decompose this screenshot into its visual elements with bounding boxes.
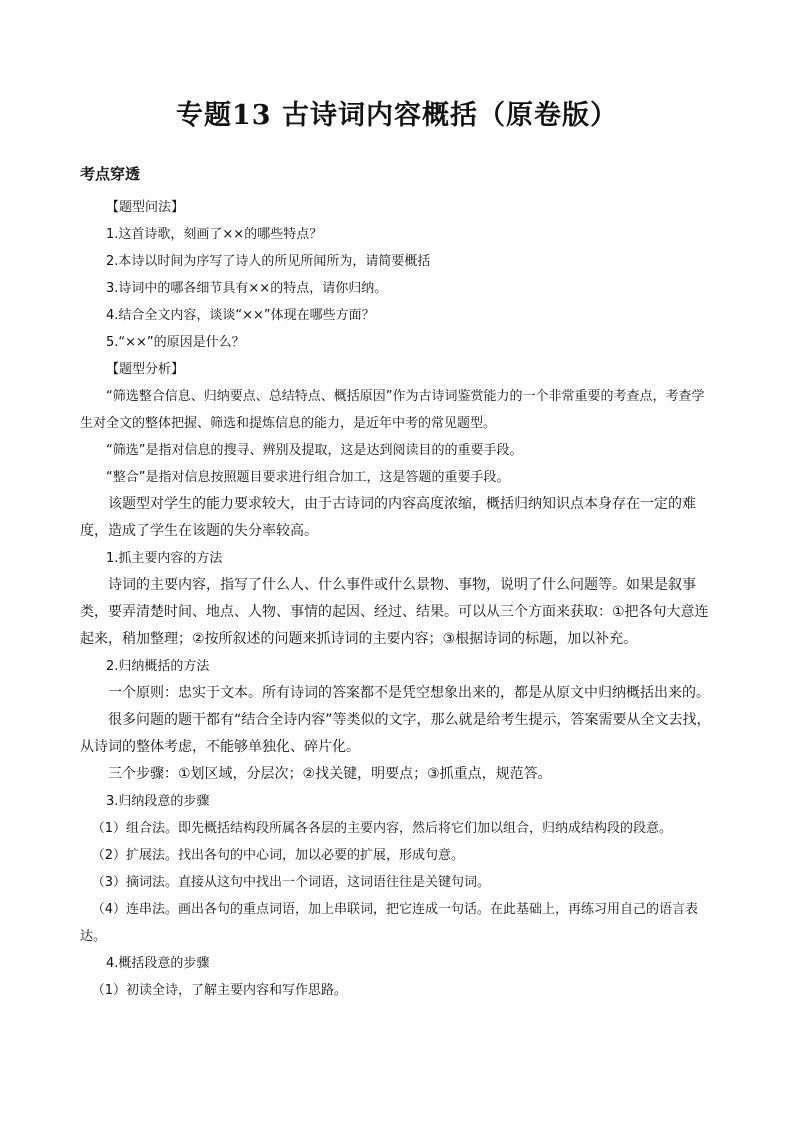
paragraph: （3）摘词法。直接从这句中找出一个词语，这词语往往是关键句词。 [91, 875, 490, 890]
paragraph: “整合”是指对信息按照题目要求进行组合加工，这是答题的重要手段。 [106, 470, 510, 485]
paragraph: （2）扩展法。找出各句的中心词，加以必要的扩展，形成句意。 [91, 848, 464, 863]
paragraph: 该题型对学生的能力要求较大，由于古诗词的内容高度浓缩，概括归纳知识点本身存在一定的难度，造成了学生在该题的失分率较高。 [80, 496, 696, 539]
paragraph: 1.抓主要内容的方法 [106, 551, 223, 566]
paragraph: 【题型问法】 [106, 200, 185, 215]
paragraph: 1.这首诗歌，刻画了××的哪些特点？ [106, 227, 323, 242]
paragraph: 很多问题的题干都有“结合全诗内容”等类似的文字，那么就是给考生提示，答案需要从全文去找，从诗词的整体考虑，不能够单独化、碎片化。 [80, 712, 711, 755]
paragraph: 2.归纳概括的方法 [106, 659, 210, 674]
paragraph: 4.概括段意的步骤 [106, 956, 210, 971]
paragraph: 2.本诗以时间为序写了诗人的所见所闻所为，请简要概括 [106, 254, 431, 269]
paragraph: 4.结合全文内容，谈谈“××”体现在哪些方面？ [106, 308, 375, 323]
paragraph: 3.诗词中的哪各细节具有××的特点，请你归纳。 [106, 281, 388, 296]
paragraph: “筛选整合信息、归纳要点、总结特点、概括原因”作为古诗词鉴赏能力的一个非常重要的考查点，考查学生对全文的整体把握、筛选和提炼信息的能力，是近年中考的常见题型。 [80, 389, 705, 431]
paragraph: 三个步骤：①划区域，分层次；②找关键，明要点；③抓重点，规范答。 [108, 766, 552, 782]
document-title: 专题13 古诗词内容概括（原卷版） [176, 100, 618, 131]
paragraph: （1）组合法。即先概括结构段所属各各层的主要内容，然后将它们加以组合，归纳成结构段的段意。 [91, 821, 672, 836]
paragraph: 【题型分析】 [106, 362, 185, 377]
paragraph: 5.“××”的原因是什么？ [106, 335, 245, 350]
paragraph: （1）初读全诗，了解主要内容和写作思路。 [91, 983, 347, 998]
section-heading: 考点穿透 [80, 165, 141, 183]
paragraph: 3.归纳段意的步骤 [106, 794, 210, 809]
paragraph: 诗词的主要内容，指写了什么人、什么事件或什么景物、事物，说明了什么问题等。如果是叙事类，要弄清楚时间、地点、人物、事情的起因、经过、结果。可以从三个方面来获取：①把各句大意连起来，稍加整理；②按所叙述的问题来抓诗词的主要内容；③根据诗词的标题，加以补充。 [80, 577, 709, 647]
paragraph: （4）连串法。画出各句的重点词语，加上串联词，把它连成一句话。在此基础上，再练习用自己的语言表达。 [80, 902, 698, 944]
paragraph: 一个原则：忠实于文本。所有诗词的答案都不是凭空想象出来的，都是从原文中归纳概括出来的。 [108, 685, 710, 701]
paragraph: “筛选”是指对信息的搜寻、辨别及提取，这是达到阅读目的的重要手段。 [106, 443, 523, 458]
